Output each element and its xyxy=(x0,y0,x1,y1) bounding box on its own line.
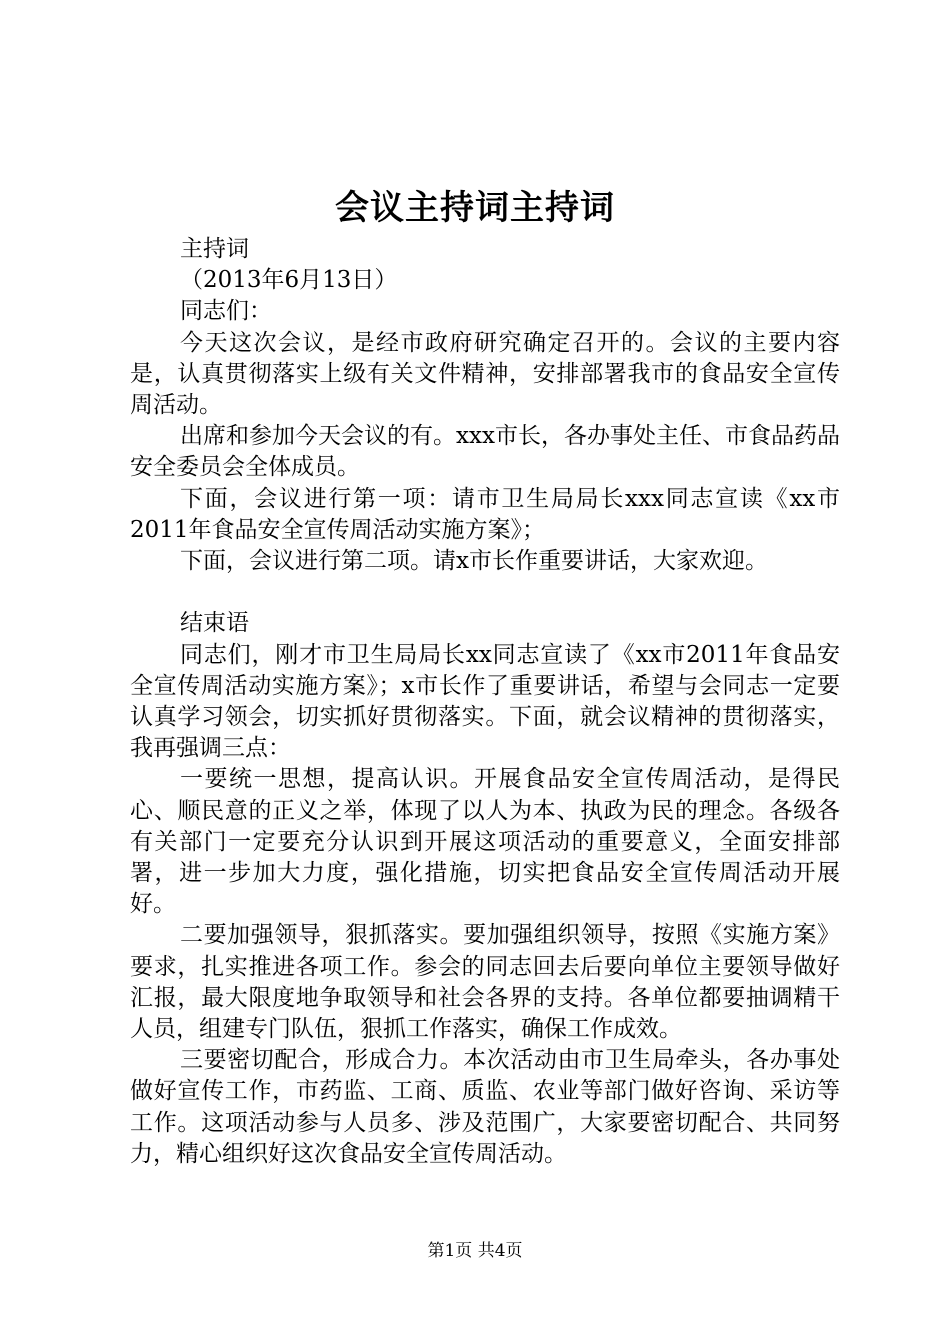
paragraph-salutation: 同志们： xyxy=(180,298,272,325)
document-title: 会议主持词主持词 xyxy=(335,188,615,228)
paragraph-closing-intro: 同志们，刚才市卫生局局长xx同志宣读了《xx市2011年食品安全宣传周活动实施方案》；x市长作了重要讲话，希望与会同志一定要认真学习领会，切实抓好贯彻落实。下面，就会议精神的贯彻落实，我再强调三点： xyxy=(130,641,840,762)
blank-line xyxy=(130,577,840,608)
paragraph-closing-heading: 结束语 xyxy=(180,610,249,637)
paragraph-point-3: 三要密切配合，形成合力。本次活动由市卫生局牵头，各办事处做好宣传工作，市药监、工商、质监、农业等部门做好咨询、采访等工作。这项活动参与人员多、涉及范围广，大家要密切配合、共同努力，精心组织好这次食品安全宣传周活动。 xyxy=(130,1047,840,1167)
paragraph-agenda-item-1: 下面，会议进行第一项：请市卫生局局长xxx同志宣读《xx市2011年食品安全宣传周活动实施方案》； xyxy=(130,485,840,543)
paragraph-host-speech-heading: 主持词 xyxy=(180,236,249,262)
document-body xyxy=(130,234,840,1170)
paragraph-meeting-purpose: 今天这次会议，是经市政府研究确定召开的。会议的主要内容是，认真贯彻落实上级有关文件精神，安排部署我市的食品安全宣传周活动。 xyxy=(130,329,840,419)
paragraph-attendees: 出席和参加今天会议的有。xxx市长，各办事处主任、市食品药品安全委员会全体成员。 xyxy=(130,423,840,481)
paragraph-agenda-item-2: 下面，会议进行第二项。请x市长作重要讲话，大家欢迎。 xyxy=(180,548,768,575)
paragraph-point-1: 一要统一思想，提高认识。开展食品安全宣传周活动，是得民心、顺民意的正义之举，体现了以人为本、执政为民的理念。各级各有关部门一定要充分认识到开展这项活动的重要意义，全面安排部署，进一步加大力度，强化措施，切实把食品安全宣传周活动开展好。 xyxy=(130,766,840,918)
page-number-footer: 第1页 共4页 xyxy=(427,1241,523,1261)
paragraph-point-2: 二要加强领导，狠抓落实。要加强组织领导，按照《实施方案》要求，扎实推进各项工作。参会的同志回去后要向单位主要领导做好汇报，最大限度地争取领导和社会各界的支持。各单位都要抽调精干人员，组建专门队伍，狠抓工作落实，确保工作成效。 xyxy=(130,922,840,1043)
paragraph-date: （2013年6月13日） xyxy=(180,267,398,294)
